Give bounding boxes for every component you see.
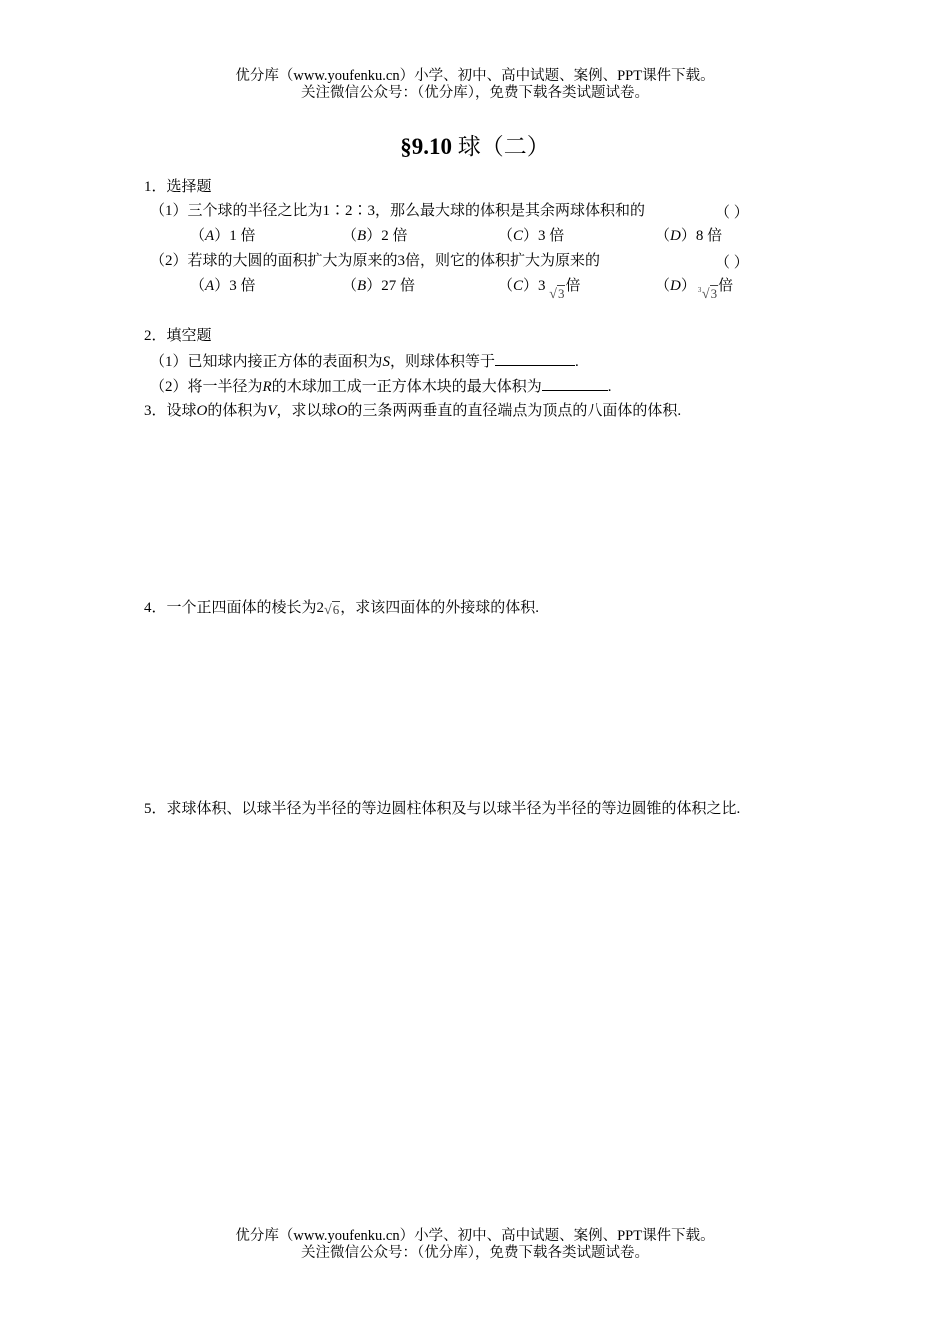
header-line-1: 优分库（www.youfenku.cn）小学、初中、高中试题、案例、PPT课件下载。 — [235, 68, 715, 84]
q2-heading: 2．填空题 — [144, 328, 212, 344]
footer-line-1: 优分库（www.youfenku.cn）小学、初中、高中试题、案例、PPT课件下载。 — [235, 1228, 715, 1244]
q1-2-option-d: （D） 3 √3倍 — [655, 278, 734, 302]
footer-line-2: 关注微信公众号：（优分库），免费下载各类试题试卷。 — [301, 1245, 649, 1261]
q1-1-stem: （1）三个球的半径之比为1∶2∶3，那么最大球的体积是其余两球体积和的 — [150, 203, 646, 219]
q1-2-option-a: （A）3 倍 — [190, 278, 256, 294]
q2-1-blank[interactable] — [495, 351, 575, 366]
q1-2-option-c: （C）3 √3倍 — [498, 278, 581, 302]
q1-2-answer-paren: （ ） — [715, 255, 749, 271]
sqrt-3: √3 — [549, 286, 565, 302]
q5-text: 5．求球体积、以球半径为半径的等边圆柱体积及与以球半径为半径的等边圆锥的体积之比. — [144, 801, 741, 817]
page-header — [0, 68, 950, 102]
q2-2-line: （2）将一半径为R的木球加工成一正方体木块的最大体积为 . — [150, 376, 611, 397]
q1-1-option-b: （B）2 倍 — [342, 228, 408, 244]
q1-1-option-a: （A）1 倍 — [190, 228, 256, 244]
sqrt-6: √6 — [324, 602, 340, 618]
page-footer — [0, 1228, 950, 1262]
q3-text: 3．设球O的体积为V，求以球O的三条两两垂直的直径端点为顶点的八面体的体积. — [144, 403, 682, 419]
q1-2-option-b: （B）27 倍 — [342, 278, 415, 294]
header-line-2: 关注微信公众号：（优分库），免费下载各类试题试卷。 — [301, 85, 649, 101]
q1-heading: 1．选择题 — [144, 179, 212, 195]
cube-root-3: 3 √3 — [697, 286, 718, 302]
q4-text: 4．一个正四面体的棱长为2√6，求该四面体的外接球的体积. — [144, 600, 539, 618]
section-number: §9.10 — [400, 134, 452, 159]
page-title — [0, 132, 950, 162]
q1-2-stem: （2）若球的大圆的面积扩大为原来的3倍，则它的体积扩大为原来的 — [150, 253, 601, 269]
section-name: 球（二） — [452, 134, 550, 159]
q1-1-option-c: （C）3 倍 — [498, 228, 565, 244]
q2-2-blank[interactable] — [542, 376, 608, 391]
q1-1-option-d: （D）8 倍 — [655, 228, 723, 244]
q1-1-answer-paren: （ ） — [715, 205, 749, 221]
q2-1-line: （1）已知球内接正方体的表面积为S，则球体积等于 . — [150, 351, 579, 372]
